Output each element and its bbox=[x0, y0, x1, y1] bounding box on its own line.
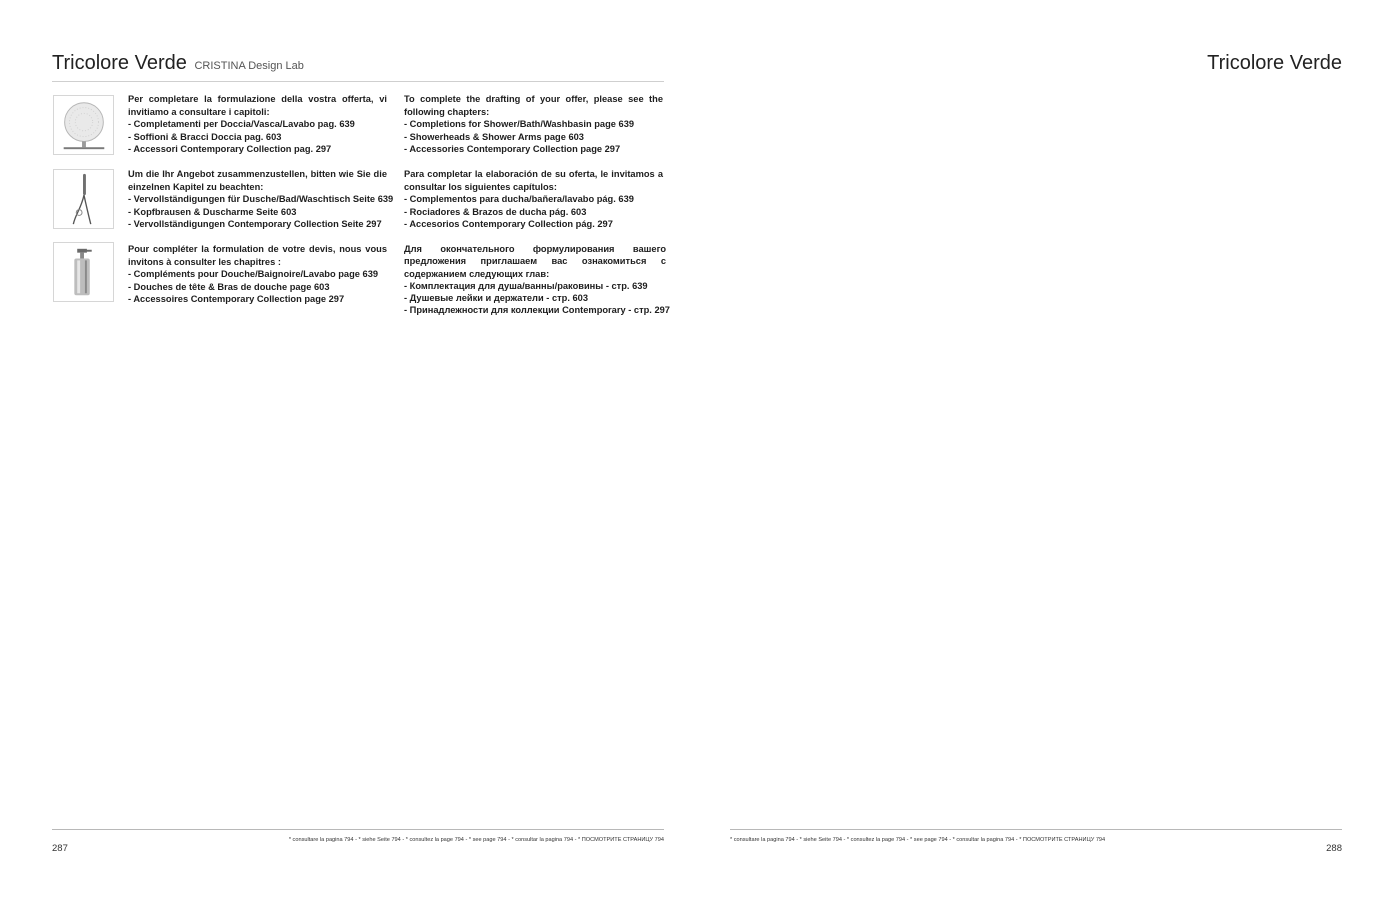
footer-divider-left bbox=[52, 829, 664, 830]
list-item: - Soffioni & Bracci Doccia pag. 603 bbox=[128, 131, 282, 142]
intro-text: Um die Ihr Angebot zusammenzustellen, bitten wie Sie die einzelnen Kapitel zu beachten: bbox=[128, 169, 387, 192]
list-item: - Kopfbrausen & Duscharme Seite 603 bbox=[128, 206, 297, 217]
intro-text: Para completar la elaboración de su oferta, le invitamos a consultar los siguientes capítulos: bbox=[404, 169, 663, 192]
thumbnail-soap-dispenser bbox=[53, 242, 114, 302]
list-item: - Completamenti per Doccia/Vasca/Lavabo pag. 639 bbox=[128, 119, 355, 129]
list-item: - Душевые лейки и держатели - стр. 603 bbox=[404, 293, 589, 304]
header-divider bbox=[52, 81, 664, 82]
footer-divider-right bbox=[730, 829, 1342, 830]
text-block-french bbox=[128, 243, 387, 306]
text-block-italian bbox=[128, 93, 387, 156]
list-item: - Complementos para ducha/bañera/lavabo pág. 639 bbox=[404, 194, 634, 204]
text-block-spanish bbox=[404, 168, 663, 231]
list-item: - Accessories Contemporary Collection page 297 bbox=[404, 144, 621, 154]
list-item: - Vervollständigungen für Dusche/Bad/Waschtisch Seite 639 bbox=[128, 194, 394, 204]
designer-subtitle: CRISTINA Design Lab bbox=[194, 60, 304, 72]
list-item: - Vervollständigungen Contemporary Collection Seite 297 bbox=[128, 219, 382, 229]
thumbnail-hand-shower bbox=[53, 169, 114, 229]
intro-text: Pour compléter la formulation de votre devis, nous vous invitons à consulter les chapitres : bbox=[128, 244, 387, 267]
text-block-english bbox=[404, 93, 663, 156]
hand-shower-icon bbox=[54, 170, 113, 228]
list-item: - Принадлежности для коллекции Contemporary - стр. 297 bbox=[404, 305, 670, 316]
page-number-left: 287 bbox=[52, 843, 68, 854]
list-item: - Accesorios Contemporary Collection pág. 297 bbox=[404, 219, 613, 229]
intro-text: To complete the drafting of your offer, please see the following chapters: bbox=[404, 94, 663, 117]
list-item: - Compléments pour Douche/Baignoire/Lavabo page 639 bbox=[128, 269, 379, 279]
footnote-right: * consultare la pagina 794 - * siehe Seite 794 - * consultez la page 794 - * see page 794 - * consultar la pagina 794 - * ПОСМОТРИТЕ СТРАНИЦУ 794 bbox=[730, 837, 1106, 843]
text-block-russian bbox=[404, 243, 670, 317]
soap-dispenser-icon bbox=[54, 243, 113, 301]
page-title-left bbox=[52, 52, 304, 75]
list-item: - Комплектация для душа/ванны/раковины - стр. 639 bbox=[404, 280, 648, 291]
page-title-right: Tricolore Verde bbox=[1207, 52, 1342, 74]
page-number-right: 288 bbox=[1326, 843, 1342, 854]
list-item: - Accessoires Contemporary Collection page 297 bbox=[128, 294, 345, 304]
list-item: - Rociadores & Brazos de ducha pág. 603 bbox=[404, 206, 587, 217]
list-item: - Douches de tête & Bras de douche page 603 bbox=[128, 281, 330, 292]
intro-text: Per completare la formulazione della vostra offerta, vi invitiamo a consultare i capitoli: bbox=[128, 94, 387, 117]
footnote-left: * consultare la pagina 794 - * siehe Seite 794 - * consultez la page 794 - * see page 794 - * consultar la pagina 794 - * ПОСМОТРИТЕ СТРАНИЦУ 794 bbox=[288, 837, 664, 843]
list-item: - Showerheads & Shower Arms page 603 bbox=[404, 131, 584, 142]
intro-text: Для окончательного формулирования вашего предложения приглашаем вас ознакомиться с содержанием следующих глав: bbox=[404, 244, 666, 279]
list-item: - Accessori Contemporary Collection pag. 297 bbox=[128, 144, 332, 154]
list-item: - Completions for Shower/Bath/Washbasin page 639 bbox=[404, 119, 635, 129]
text-block-german bbox=[128, 168, 394, 231]
collection-title: Tricolore Verde bbox=[52, 52, 187, 74]
thumbnail-shower-head bbox=[53, 95, 114, 155]
shower-head-icon bbox=[54, 96, 113, 154]
